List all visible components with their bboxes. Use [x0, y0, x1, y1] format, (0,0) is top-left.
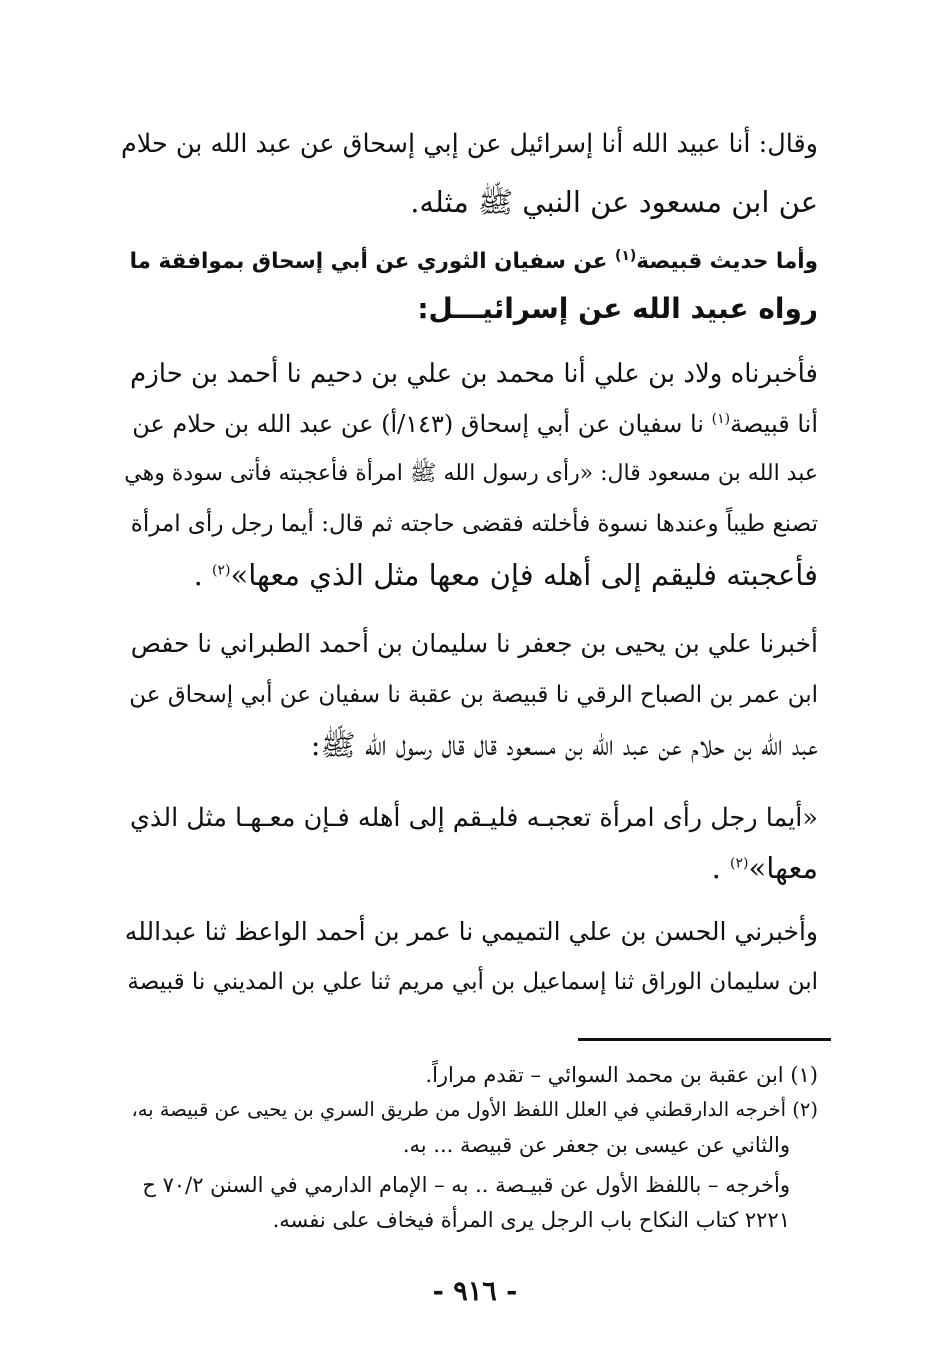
footnote-ref: (١)	[614, 247, 637, 264]
text-line: فأعجبته فليقم إلى أهله فإن معها مثل الذي معها»$^{(٢)}$ .	[193, 558, 818, 592]
text-line: ابن عمر بن الصباح الرقي نا قبيصة بن عقبة نا سفيان عن أبي إسحاق عن	[129, 682, 818, 708]
footnote: (١) ابن عقبة بن محمد السوائي – تقدم مراراً.	[425, 1063, 818, 1087]
footnote-separator	[578, 1038, 831, 1041]
section-heading: وأما حديث قبيصة$^{(١)}$ عن سفيان الثوري عن أبي إسحاق بموافقة ما	[129, 247, 818, 274]
text-line: وقال: أنا عبيد الله أنا إسرائيل عن إبي إسحاق عن عبد الله بن حلام	[120, 129, 818, 159]
footnote: والثاني عن عيسى بن جعفر عن قبيصة ... به.	[402, 1133, 790, 1157]
text-line: معها»$^{(٢)}$ .	[711, 851, 818, 885]
footnote: وأخرجه – باللفظ الأول عن قبيـصة .. به – الإمام الدارمي في السنن ٧٠/٢ ح	[142, 1173, 790, 1197]
text-line: عبد الله بن حلام عن عبد الله بن مسعود قال قال رسول الله ﷺ:	[310, 728, 818, 762]
footnote-ref: (٢)	[212, 562, 231, 579]
text-line: أنا قبيصة$^{(١)}$ نا سفيان عن أبي إسحاق (١٤٣/أ) عن عبد الله بن حلام عن	[132, 410, 818, 438]
text-line: فأخبرناه ولاد بن علي أنا محمد بن علي بن دحيم نا أحمد بن حازم	[130, 359, 818, 389]
footnote-ref: (١)	[711, 411, 731, 427]
text-line: «أيما رجل رأى امرأة تعجبـه فليـقم إلى أهله فـإن معـهـا مثل الذي	[129, 803, 818, 833]
footnote: ٢٢٢١ كتاب النكاح باب الرجل يرى المرأة فيخاف على نفسه.	[272, 1208, 790, 1232]
footnote-ref: (٢)	[730, 855, 749, 872]
text-line: تصنع طيباً وعندها نسوة فأخلته فقضى حاجته ثم قال: أيما رجل رأى امرأة	[130, 511, 818, 537]
text-line: وأخبرني الحسن بن علي التميمي نا عمر بن أحمد الواعظ ثنا عبدالله	[124, 917, 818, 946]
text-line: عن ابن مسعود عن النبي ﷺ مثله.	[410, 185, 818, 219]
text-line: عبد الله بن مسعود قال: «رأى رسول الله ﷺ امرأة فأعجبته فأتى سودة وهي	[124, 461, 818, 486]
text-line: ابن سليمان الوراق ثنا إسماعيل بن أبي مريم ثنا علي بن المديني نا قبيصة	[127, 969, 818, 995]
section-heading: رواه عبيد الله عن إسرائيـــل:	[417, 292, 818, 325]
page-number: - ٩١٦ -	[432, 1276, 518, 1307]
text-line: أخبرنا علي بن يحيى بن جعفر نا سليمان بن أحمد الطبراني نا حفص	[130, 629, 818, 658]
footnote: (٢) أخرجه الدارقطني في العلل اللفظ الأول من طريق السري بن يحيى عن قبيصة به،	[131, 1098, 818, 1121]
